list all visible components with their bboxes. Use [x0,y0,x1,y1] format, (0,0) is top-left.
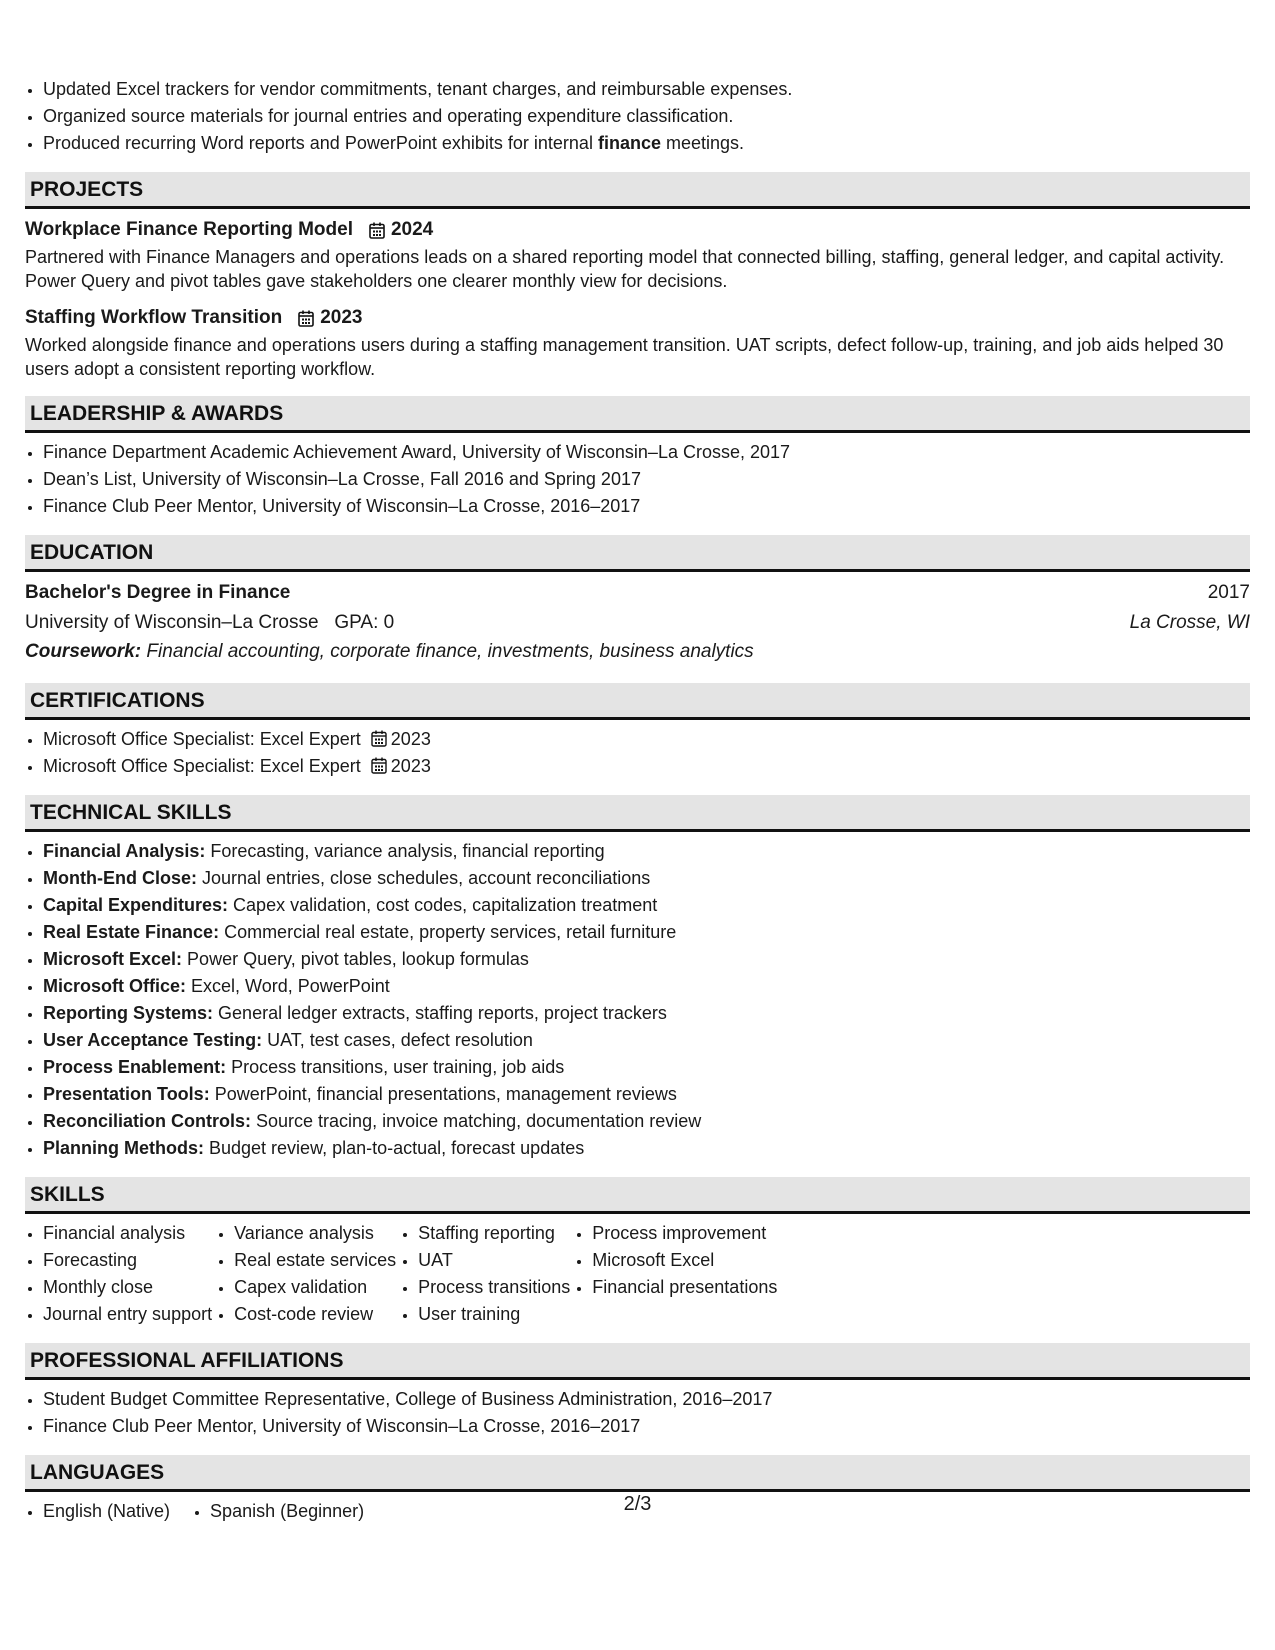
skills-columns [25,1220,1250,1328]
skill-values: Journal entries, close schedules, account reconciliations [196,868,651,888]
technical-skills-list [25,838,1250,1162]
list-item: • Finance Club Peer Mentor, University of Wisconsin–La Crosse, 2016–2017 [43,493,1250,520]
project-title-row [25,215,1250,245]
skill-category: Capital Expenditures: [43,895,229,915]
technical-skill-item [43,1108,1250,1135]
skill-item: • Journal entry support [43,1301,212,1328]
list-item: • Finance Department Academic Achievement Award, University of Wisconsin–La Crosse, 2017 [43,439,1250,466]
degree-title: Bachelor's Degree in Finance [25,582,291,603]
coursework [25,638,1250,669]
skills-section [25,1177,1250,1328]
technical-skill-item [43,1081,1250,1108]
section-heading: LEADERSHIP & AWARDS [25,396,1250,433]
bullet-text: Organized source materials for journal entries and operating expenditure classification. [43,106,734,126]
skill-item: • Financial presentations [592,1274,777,1301]
technical-skill-item [43,1000,1250,1027]
bullet-text: meetings. [660,133,745,153]
skill-item: • Capex validation [234,1274,396,1301]
technical-skill-item [43,946,1250,973]
skill-values: Forecasting, variance analysis, financial reporting [205,841,605,861]
calendar-icon [371,730,387,747]
school-name: University of Wisconsin–La Crosse GPA: 0 [25,612,395,633]
technical-skill-item [43,973,1250,1000]
leadership-section [25,396,1250,520]
skill-category: Real Estate Finance: [43,922,220,942]
skill-values: Budget review, plan-to-actual, forecast updates [204,1138,585,1158]
certification-item [43,753,1250,780]
coursework-label: Coursework: [25,641,142,662]
coursework-text: Financial accounting, corporate finance, investments, business analytics [141,641,754,662]
technical-skill-item [43,838,1250,865]
project-title-row [25,303,1250,333]
technical-skill-item [43,865,1250,892]
skill-category: Microsoft Office: [43,976,187,996]
skill-category: Presentation Tools: [43,1084,210,1104]
skill-category: Financial Analysis: [43,841,206,861]
technical-skill-item [43,919,1250,946]
project-description: Partnered with Finance Managers and operations leads on a shared reporting model that connected billing, staffing, general ledger, and capital activity. Power Query and pivot tables gave stakeholders one clearer monthly view for decisions. [25,247,1225,291]
skills-column [400,1220,570,1328]
technical-skill-item [43,1027,1250,1054]
skill-values: Excel, Word, PowerPoint [186,976,390,996]
skill-values: General ledger extracts, staffing reports, project trackers [213,1003,667,1023]
leadership-list [25,439,1250,520]
section-heading: PROJECTS [25,172,1250,209]
project-title: Workplace Finance Reporting Model [25,219,353,240]
certification-year: 2023 [390,729,431,749]
page-number: 2/3 [623,1493,652,1515]
skill-item: • Variance analysis [234,1220,396,1247]
calendar-icon [298,310,314,327]
skill-values: Commercial real estate, property services, retail furniture [219,922,677,942]
calendar-icon [369,222,385,239]
skill-item: • Microsoft Excel [592,1247,777,1274]
list-item: • Finance Club Peer Mentor, University of Wisconsin–La Crosse, 2016–2017 [43,1413,1250,1440]
bullet-text: Updated Excel trackers for vendor commitments, tenant charges, and reimbursable expenses. [43,79,793,99]
technical-skills-section [25,795,1250,1162]
section-heading: EDUCATION [25,535,1250,572]
section-heading: CERTIFICATIONS [25,683,1250,720]
skill-category: Planning Methods: [43,1138,204,1158]
education-degree-row [25,578,1250,608]
calendar-icon [371,757,387,774]
experience-bullet [43,76,1250,103]
language-item: • Spanish (Beginner) [210,1498,364,1525]
skill-values: Power Query, pivot tables, lookup formulas [182,949,529,969]
section-heading: PROFESSIONAL AFFILIATIONS [25,1343,1250,1380]
certification-item [43,726,1250,753]
skills-column [25,1220,212,1328]
certification-year: 2023 [390,756,431,776]
language-item: • English (Native) [43,1498,170,1525]
skill-item: • Financial analysis [43,1220,212,1247]
graduation-year: 2017 [1207,582,1250,603]
list-item: • Student Budget Committee Representative, College of Business Administration, 2016–2017 [43,1386,1250,1413]
technical-skill-item [43,1054,1250,1081]
section-heading: LANGUAGES [25,1455,1250,1492]
skill-item: • Real estate services [234,1247,396,1274]
skill-category: Microsoft Excel: [43,949,183,969]
skill-category: Reconciliation Controls: [43,1111,252,1131]
project-year: 2023 [320,307,363,328]
section-heading: SKILLS [25,1177,1250,1214]
skill-category: Process Enablement: [43,1057,227,1077]
skill-item: • Monthly close [43,1274,212,1301]
skill-values: UAT, test cases, defect resolution [262,1030,533,1050]
certification-name: Microsoft Office Specialist: Excel Expert [43,729,361,749]
school-location: La Crosse, WI [1129,612,1250,633]
experience-bullet [43,103,1250,130]
certifications-list [25,726,1250,780]
skill-values: Process transitions, user training, job aids [226,1057,565,1077]
project-title: Staffing Workflow Transition [25,307,283,328]
technical-skill-item [43,892,1250,919]
education-section [25,535,1250,669]
skill-values: Source tracing, invoice matching, documentation review [251,1111,702,1131]
experience-bullets [25,76,1250,157]
affiliations-section [25,1343,1250,1440]
skill-item: • Cost-code review [234,1301,396,1328]
skill-item: • UAT [418,1247,570,1274]
skill-category: Reporting Systems: [43,1003,214,1023]
technical-skill-item [43,1135,1250,1162]
certification-name: Microsoft Office Specialist: Excel Expert [43,756,361,776]
skill-item: • Forecasting [43,1247,212,1274]
project-description: Worked alongside finance and operations users during a staffing management transition. UAT scripts, defect follow-up, training, and job aids helped 30 users adopt a consistent reporting workflow. [25,335,1224,379]
education-school-row [25,608,1250,638]
skill-item: • User training [418,1301,570,1328]
list-item: • Dean’s List, University of Wisconsin–La Crosse, Fall 2016 and Spring 2017 [43,466,1250,493]
skill-values: PowerPoint, financial presentations, management reviews [209,1084,677,1104]
skill-category: Month-End Close: [43,868,197,888]
skill-item: • Staffing reporting [418,1220,570,1247]
bullet-bold-text: finance [597,133,661,153]
skills-column [574,1220,777,1328]
resume-page [25,76,1250,1525]
project-year: 2024 [390,219,434,240]
bullet-text: Produced recurring Word reports and PowerPoint exhibits for internal [43,133,598,153]
experience-bullet [43,130,1250,157]
skill-category: User Acceptance Testing: [43,1030,263,1050]
skill-item: • Process improvement [592,1220,777,1247]
affiliations-list [25,1386,1250,1440]
skill-item: • Process transitions [418,1274,570,1301]
skills-column [216,1220,396,1328]
section-heading: TECHNICAL SKILLS [25,795,1250,832]
skill-values: Capex validation, cost codes, capitalization treatment [228,895,658,915]
certifications-section [25,683,1250,780]
projects-section [25,172,1250,381]
